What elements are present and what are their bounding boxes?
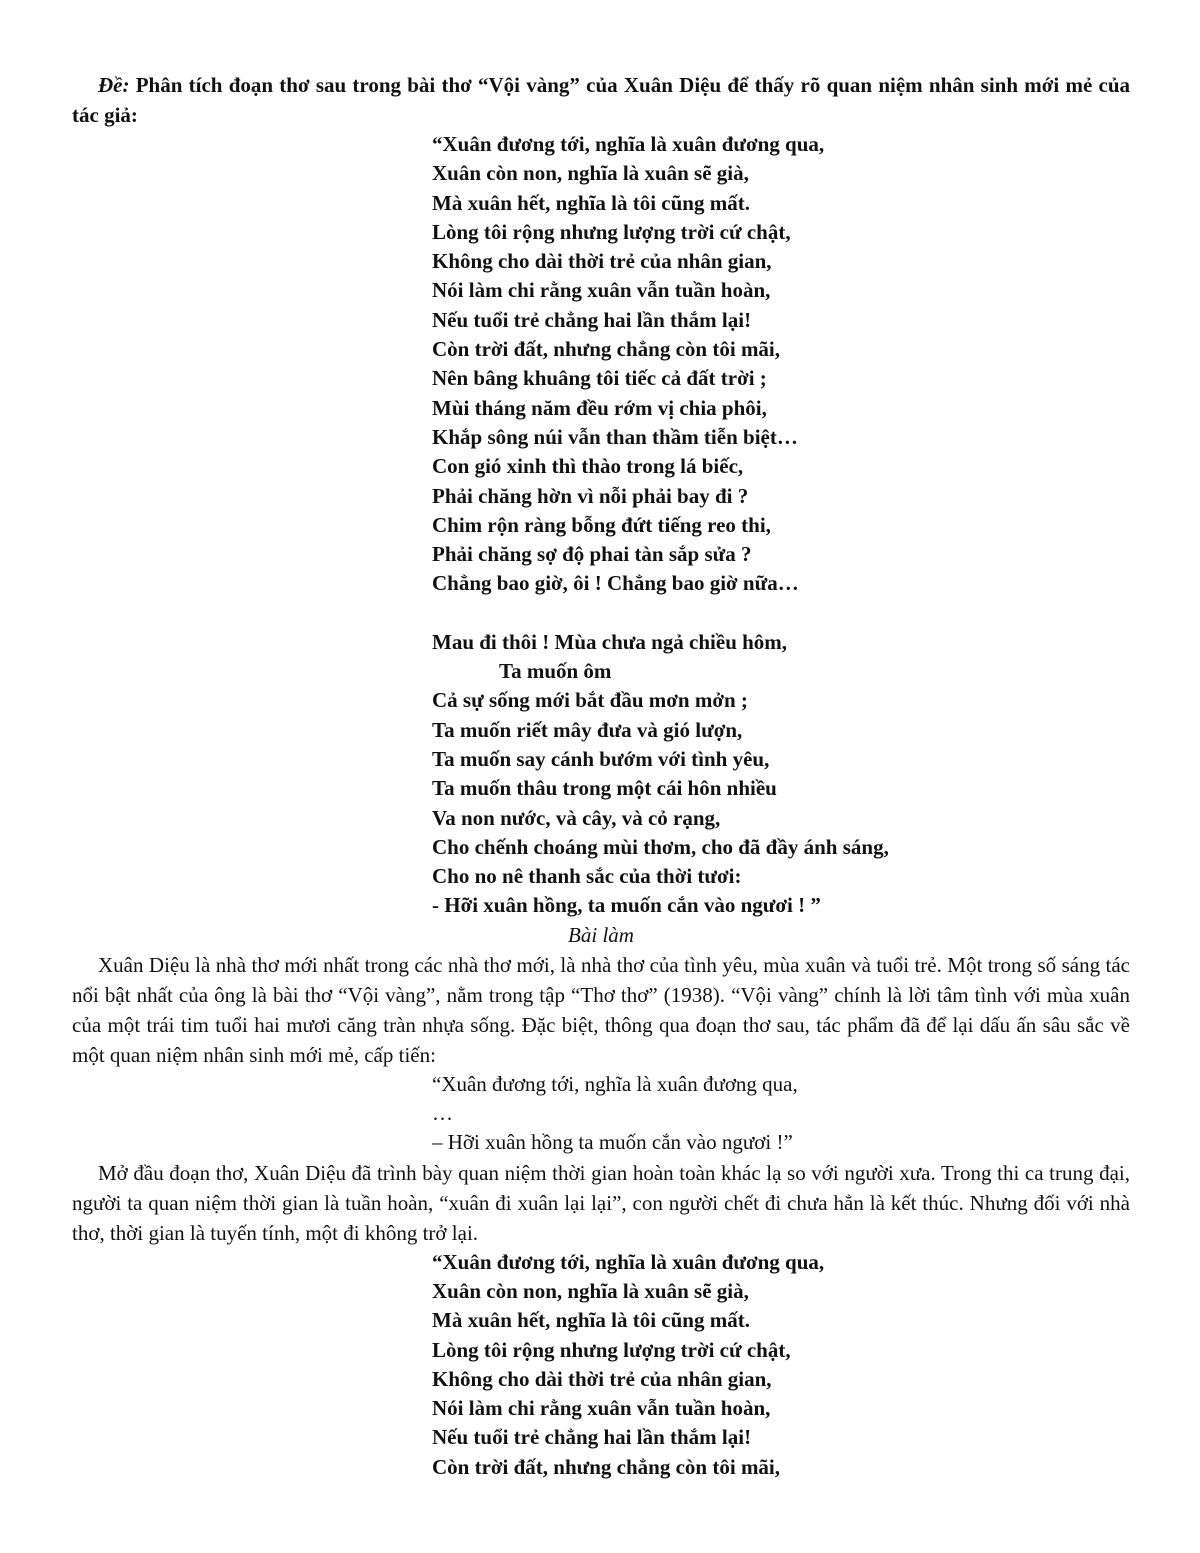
- essay-quote: [72, 1070, 1130, 1158]
- quote-line: – Hỡi xuân hồng ta muốn cắn vào ngươi !”: [432, 1130, 793, 1155]
- poem-line: Con gió xinh thì thào trong lá biếc,: [432, 454, 744, 479]
- prompt-text: Phân tích đoạn thơ sau trong bài thơ “Vội vàng” của Xuân Diệu để thấy rõ quan niệm nhân sinh mới mẻ của tác giả:: [72, 73, 1130, 127]
- poem-line: Ta muốn thâu trong một cái hôn nhiều: [432, 776, 777, 801]
- poem-line: Nếu tuổi trẻ chẳng hai lần thắm lại!: [432, 1425, 752, 1450]
- poem-line: Nói làm chi rằng xuân vẫn tuần hoàn,: [432, 278, 771, 303]
- poem-line: - Hỡi xuân hồng, ta muốn cắn vào ngươi ! ”: [432, 893, 821, 918]
- poem-line: Nếu tuổi trẻ chẳng hai lần thắm lại!: [432, 307, 752, 332]
- essay-intro-paragraph: Xuân Diệu là nhà thơ mới nhất trong các nhà thơ mới, là nhà thơ của tình yêu, mùa xuân và tuổi trẻ. Một trong số sáng tác nổi bật nhất của ông là bài thơ “Vội vàng”, nằm trong tập “Thơ thơ” (1938). “Vội vàng” chính là lời tâm tình với mùa xuân của một trái tim tuổi hai mươi căng tràn nhựa sống. Đặc biệt, thông qua đoạn thơ sau, tác phẩm đã để lại dấu ấn sâu sắc về một quan niệm nhân sinh mới mẻ, cấp tiến:: [72, 952, 1130, 1067]
- poem-line: Khắp sông núi vẫn than thầm tiễn biệt…: [432, 424, 798, 449]
- prompt-label: Đề:: [98, 73, 130, 97]
- poem-line: Không cho dài thời trẻ của nhân gian,: [432, 249, 772, 274]
- essay-heading: Bài làm: [568, 922, 634, 947]
- poem-line: Còn trời đất, nhưng chẳng còn tôi mãi,: [432, 1454, 781, 1479]
- poem-line: Cho chếnh choáng mùi thơm, cho đã đầy ánh sáng,: [432, 834, 889, 859]
- poem-line: Mùi tháng năm đều rớm vị chia phôi,: [432, 395, 767, 420]
- assignment-prompt: [72, 70, 1130, 130]
- document-page: [72, 70, 1130, 1482]
- poem-line: Cả sự sống mới bắt đầu mơn mởn ;: [432, 688, 748, 713]
- poem-stanza-2: [72, 628, 1130, 921]
- poem-line: Lòng tôi rộng nhưng lượng trời cứ chật,: [432, 219, 791, 244]
- stanza-gap: [72, 599, 1130, 628]
- poem-line: Mau đi thôi ! Mùa chưa ngả chiều hôm,: [432, 629, 788, 654]
- poem-line: Còn trời đất, nhưng chẳng còn tôi mãi,: [432, 337, 781, 362]
- poem-line-indented: Ta muốn ôm: [499, 659, 612, 684]
- poem-line: Không cho dài thời trẻ của nhân gian,: [432, 1366, 772, 1391]
- poem-line: Chẳng bao giờ, ôi ! Chẳng bao giờ nữa…: [432, 571, 799, 596]
- essay-quote-2: [72, 1248, 1130, 1482]
- poem-line: Nói làm chi rằng xuân vẫn tuần hoàn,: [432, 1396, 771, 1421]
- poem-line: Nên bâng khuâng tôi tiếc cả đất trời ;: [432, 366, 767, 391]
- poem-line: Xuân còn non, nghĩa là xuân sẽ già,: [432, 161, 749, 186]
- poem-stanza-1: [72, 130, 1130, 599]
- poem-line: Mà xuân hết, nghĩa là tôi cũng mất.: [432, 1308, 750, 1333]
- quote-line: “Xuân đương tới, nghĩa là xuân đương qua,: [432, 1071, 798, 1096]
- poem-line: Xuân còn non, nghĩa là xuân sẽ già,: [432, 1278, 749, 1303]
- poem-line: Va non nước, và cây, và cỏ rạng,: [432, 805, 721, 830]
- essay-body-paragraph: Mở đầu đoạn thơ, Xuân Diệu đã trình bày quan niệm thời gian hoàn toàn khác lạ so với người xưa. Trong thi ca trung đại, người ta quan niệm thời gian là tuần hoàn, “xuân đi xuân lại lại”, con người chết đi chưa hẳn là kết thúc. Nhưng đối với nhà thơ, thời gian là tuyến tính, một đi không trở lại.: [72, 1160, 1130, 1245]
- poem-line: Ta muốn say cánh bướm với tình yêu,: [432, 746, 770, 771]
- poem-line: Phải chăng sợ độ phai tàn sắp sửa ?: [432, 542, 752, 567]
- poem-line: Cho no nê thanh sắc của thời tươi:: [432, 864, 742, 889]
- poem-line: Mà xuân hết, nghĩa là tôi cũng mất.: [432, 190, 750, 215]
- poem-line: Lòng tôi rộng nhưng lượng trời cứ chật,: [432, 1337, 791, 1362]
- poem-line: Ta muốn riết mây đưa và gió lượn,: [432, 717, 743, 742]
- poem-line: “Xuân đương tới, nghĩa là xuân đương qua,: [432, 132, 825, 156]
- poem-line: Chim rộn ràng bỗng đứt tiếng reo thi,: [432, 512, 771, 537]
- poem-line: “Xuân đương tới, nghĩa là xuân đương qua,: [432, 1249, 825, 1274]
- poem-line: Phải chăng hờn vì nỗi phải bay đi ?: [432, 483, 749, 508]
- quote-ellipsis: …: [432, 1101, 453, 1126]
